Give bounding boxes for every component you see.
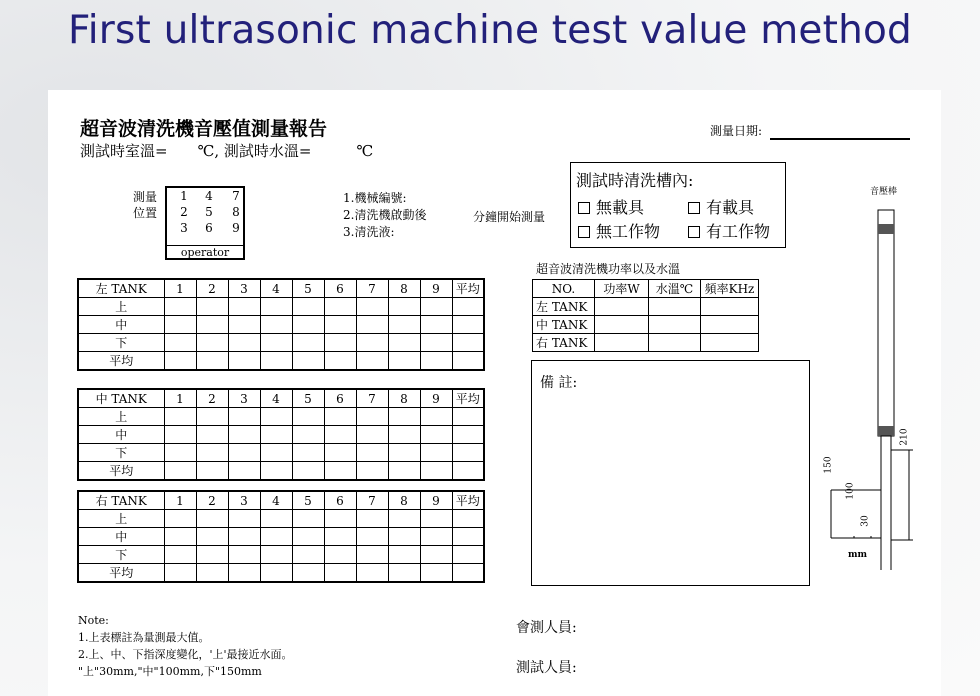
power-header: 水溫℃ (649, 280, 701, 298)
value-cell[interactable] (388, 408, 420, 426)
column-header: 6 (324, 491, 356, 510)
value-cell[interactable] (292, 334, 324, 352)
column-header: 7 (356, 279, 388, 298)
report-subtitle: 測試時室溫= ℃, 測試時水溫= ℃ (80, 142, 374, 160)
position-cell: 2 (180, 205, 188, 219)
value-cell[interactable] (388, 546, 420, 564)
table-row (78, 408, 484, 426)
column-header: 平均 (452, 389, 484, 408)
value-cell[interactable] (701, 316, 759, 334)
column-header: 9 (420, 491, 452, 510)
value-cell[interactable] (164, 408, 196, 426)
value-cell[interactable] (452, 462, 484, 481)
value-cell[interactable] (356, 528, 388, 546)
value-cell[interactable] (292, 564, 324, 583)
value-cell[interactable] (388, 510, 420, 528)
value-cell[interactable] (420, 546, 452, 564)
value-cell[interactable] (292, 528, 324, 546)
column-header: 平均 (452, 279, 484, 298)
value-cell[interactable] (420, 298, 452, 316)
instructions (343, 190, 426, 241)
table-row (78, 528, 484, 546)
option-with-carrier[interactable]: 有載具 (688, 195, 754, 218)
row-label: 平均 (78, 564, 164, 583)
option-no-workpiece[interactable]: 無工作物 (578, 219, 660, 242)
column-header: 9 (420, 389, 452, 408)
column-header: 5 (292, 389, 324, 408)
value-cell[interactable] (388, 444, 420, 462)
note-line-3: "上"30mm,"中"100mm,下"150mm (78, 665, 262, 678)
value-cell[interactable] (196, 546, 228, 564)
row-label: 上 (78, 510, 164, 528)
row-label: 平均 (78, 462, 164, 481)
value-cell[interactable] (196, 298, 228, 316)
value-cell[interactable] (196, 316, 228, 334)
dim-150: 150 (823, 456, 834, 474)
column-header: 2 (196, 491, 228, 510)
value-cell[interactable] (595, 334, 649, 352)
value-cell[interactable] (260, 564, 292, 583)
value-cell[interactable] (228, 564, 260, 583)
witness-label: 會測人員: (516, 620, 577, 636)
value-cell[interactable] (292, 444, 324, 462)
value-cell[interactable] (196, 408, 228, 426)
value-cell[interactable] (701, 334, 759, 352)
value-cell[interactable] (228, 298, 260, 316)
value-cell[interactable] (164, 298, 196, 316)
value-cell[interactable] (420, 316, 452, 334)
value-cell[interactable] (452, 546, 484, 564)
power-table-title: 超音波清洗機功率以及水溫 (536, 262, 681, 276)
value-cell[interactable] (452, 510, 484, 528)
value-cell[interactable] (324, 408, 356, 426)
column-header: 平均 (452, 491, 484, 510)
row-label: 平均 (78, 352, 164, 371)
note-title: Note: (78, 614, 109, 627)
value-cell[interactable] (356, 564, 388, 583)
value-cell[interactable] (260, 462, 292, 481)
dim-30: 30 (860, 515, 871, 527)
position-cell: 1 (180, 189, 188, 203)
value-cell[interactable] (388, 334, 420, 352)
table-row (78, 316, 484, 334)
value-cell[interactable] (452, 298, 484, 316)
table-row (78, 334, 484, 352)
value-cell[interactable] (324, 564, 356, 583)
option-with-workpiece[interactable]: 有工作物 (688, 219, 770, 242)
value-cell[interactable] (356, 334, 388, 352)
value-cell[interactable] (420, 528, 452, 546)
value-cell[interactable] (420, 462, 452, 481)
value-cell[interactable] (324, 510, 356, 528)
column-header: 6 (324, 279, 356, 298)
value-cell[interactable] (164, 546, 196, 564)
value-cell[interactable] (164, 444, 196, 462)
value-cell[interactable] (356, 316, 388, 334)
instruction-1: 1.機械編號: (343, 191, 407, 205)
column-header: 5 (292, 279, 324, 298)
power-header: 功率W (595, 280, 649, 298)
probe-band-top (878, 224, 894, 234)
table-row (78, 352, 484, 371)
value-cell[interactable] (388, 426, 420, 444)
row-label: 中 (78, 316, 164, 334)
position-cell: 4 (205, 189, 213, 203)
value-cell[interactable] (324, 316, 356, 334)
value-cell[interactable] (228, 316, 260, 334)
value-cell[interactable] (260, 444, 292, 462)
tank-name-cell: 右 TANK (78, 491, 164, 510)
checkbox-icon[interactable] (688, 202, 700, 214)
value-cell[interactable] (228, 408, 260, 426)
value-cell[interactable] (388, 462, 420, 481)
value-cell[interactable] (452, 352, 484, 371)
value-cell[interactable] (164, 564, 196, 583)
power-header: 頻率KHz (701, 280, 759, 298)
probe-band-bottom (878, 426, 894, 436)
position-cell: 8 (232, 205, 240, 219)
value-cell[interactable] (260, 510, 292, 528)
value-cell[interactable] (164, 426, 196, 444)
value-cell[interactable] (228, 352, 260, 371)
value-cell[interactable] (324, 528, 356, 546)
value-cell[interactable] (324, 352, 356, 371)
value-cell[interactable] (196, 444, 228, 462)
value-cell[interactable] (452, 408, 484, 426)
value-cell[interactable] (196, 352, 228, 371)
table-row (78, 462, 484, 481)
remarks-label: 備 註: (540, 375, 578, 391)
record-table-right (77, 490, 485, 583)
tank-name-cell: 中 TANK (78, 389, 164, 408)
power-header: NO. (533, 280, 595, 298)
value-cell[interactable] (420, 426, 452, 444)
column-header: 2 (196, 279, 228, 298)
notes (78, 612, 293, 680)
column-header: 6 (324, 389, 356, 408)
report-sheet (48, 90, 941, 696)
value-cell[interactable] (356, 352, 388, 371)
date-label: 測量日期: (710, 124, 763, 138)
value-cell[interactable] (649, 298, 701, 316)
position-cell: 6 (205, 221, 213, 235)
value-cell[interactable] (701, 298, 759, 316)
value-cell[interactable] (228, 334, 260, 352)
value-cell[interactable] (260, 352, 292, 371)
table-row (78, 298, 484, 316)
value-cell[interactable] (649, 316, 701, 334)
value-cell[interactable] (452, 528, 484, 546)
column-header: 1 (164, 389, 196, 408)
value-cell[interactable] (420, 334, 452, 352)
position-label: 測量 位置 (133, 190, 158, 220)
column-header: 8 (388, 279, 420, 298)
row-label: 下 (78, 444, 164, 462)
value-cell[interactable] (452, 444, 484, 462)
value-cell[interactable] (196, 564, 228, 583)
tester-label: 測試人員: (516, 660, 577, 676)
value-cell[interactable] (260, 528, 292, 546)
value-cell[interactable] (164, 462, 196, 481)
column-header: 1 (164, 279, 196, 298)
row-label: 左 TANK (533, 298, 595, 316)
value-cell[interactable] (356, 408, 388, 426)
start-measure-label: 分鐘開始測量 (473, 210, 546, 224)
value-cell[interactable] (324, 426, 356, 444)
column-header: 8 (388, 389, 420, 408)
column-header: 3 (228, 389, 260, 408)
checkbox-icon[interactable] (688, 226, 700, 238)
value-cell[interactable] (164, 352, 196, 371)
value-cell[interactable] (452, 334, 484, 352)
value-cell[interactable] (420, 444, 452, 462)
probe-diagram (816, 190, 926, 570)
table-row (533, 334, 759, 352)
table-row (533, 316, 759, 334)
value-cell[interactable] (260, 546, 292, 564)
checkbox-icon[interactable] (578, 202, 590, 214)
table-row (78, 564, 484, 583)
value-cell[interactable] (260, 298, 292, 316)
row-label: 下 (78, 546, 164, 564)
dim-210: 210 (899, 428, 910, 446)
value-cell[interactable] (228, 546, 260, 564)
value-cell[interactable] (260, 316, 292, 334)
power-table (532, 279, 759, 352)
column-header: 2 (196, 389, 228, 408)
column-header: 1 (164, 491, 196, 510)
position-cell: 3 (180, 221, 188, 235)
value-cell[interactable] (292, 408, 324, 426)
row-label: 右 TANK (533, 334, 595, 352)
value-cell[interactable] (228, 462, 260, 481)
value-cell[interactable] (292, 426, 324, 444)
value-cell[interactable] (595, 316, 649, 334)
probe-title: 音壓棒 (870, 187, 898, 197)
value-cell[interactable] (196, 462, 228, 481)
row-label: 中 TANK (533, 316, 595, 334)
value-cell[interactable] (228, 444, 260, 462)
value-cell[interactable] (388, 352, 420, 371)
column-header: 7 (356, 491, 388, 510)
note-line-1: 1.上表標註為量測最大值。 (78, 631, 210, 644)
column-header: 4 (260, 279, 292, 298)
value-cell[interactable] (356, 546, 388, 564)
column-header: 8 (388, 491, 420, 510)
record-table-middle (77, 388, 485, 481)
value-cell[interactable] (420, 408, 452, 426)
value-cell[interactable] (228, 426, 260, 444)
value-cell[interactable] (228, 510, 260, 528)
table-row (533, 298, 759, 316)
value-cell[interactable] (388, 528, 420, 546)
column-header: 7 (356, 389, 388, 408)
column-header: 9 (420, 279, 452, 298)
dim-100: 100 (845, 482, 856, 500)
value-cell[interactable] (164, 510, 196, 528)
tank-state-title: 測試時清洗槽內: (576, 171, 694, 190)
value-cell[interactable] (292, 316, 324, 334)
column-header: 3 (228, 491, 260, 510)
instruction-2: 2.清洗機啟動後 (343, 208, 427, 222)
value-cell[interactable] (196, 528, 228, 546)
checkbox-icon[interactable] (578, 226, 590, 238)
value-cell[interactable] (292, 462, 324, 481)
position-cell: 7 (232, 189, 240, 203)
value-cell[interactable] (164, 316, 196, 334)
value-cell[interactable] (292, 298, 324, 316)
value-cell[interactable] (388, 564, 420, 583)
note-line-2: 2.上、中、下指深度變化，'上'最接近水面。 (78, 648, 293, 661)
value-cell[interactable] (324, 444, 356, 462)
value-cell[interactable] (228, 528, 260, 546)
report-title: 超音波清洗機音壓值測量報告 (80, 118, 328, 140)
table-row (78, 546, 484, 564)
value-cell[interactable] (260, 408, 292, 426)
row-label: 下 (78, 334, 164, 352)
value-cell[interactable] (595, 298, 649, 316)
column-header: 5 (292, 491, 324, 510)
value-cell[interactable] (196, 510, 228, 528)
row-label: 中 (78, 528, 164, 546)
column-header: 3 (228, 279, 260, 298)
value-cell[interactable] (292, 510, 324, 528)
value-cell[interactable] (420, 352, 452, 371)
column-header: 4 (260, 491, 292, 510)
value-cell[interactable] (452, 564, 484, 583)
position-cell: 9 (232, 221, 240, 235)
value-cell[interactable] (356, 510, 388, 528)
row-label: 中 (78, 426, 164, 444)
value-cell[interactable] (420, 510, 452, 528)
value-cell[interactable] (452, 426, 484, 444)
value-cell[interactable] (324, 334, 356, 352)
value-cell[interactable] (356, 462, 388, 481)
tank-name-cell: 左 TANK (78, 279, 164, 298)
value-cell[interactable] (164, 334, 196, 352)
value-cell[interactable] (324, 462, 356, 481)
value-cell[interactable] (420, 564, 452, 583)
value-cell[interactable] (292, 352, 324, 371)
value-cell[interactable] (356, 444, 388, 462)
value-cell[interactable] (356, 426, 388, 444)
value-cell[interactable] (260, 426, 292, 444)
value-cell[interactable] (388, 316, 420, 334)
value-cell[interactable] (356, 298, 388, 316)
value-cell[interactable] (260, 334, 292, 352)
probe-rod (881, 436, 891, 570)
value-cell[interactable] (196, 334, 228, 352)
value-cell[interactable] (452, 316, 484, 334)
operator-label: operator (165, 245, 245, 260)
table-row (78, 444, 484, 462)
option-no-carrier[interactable]: 無載具 (578, 195, 644, 218)
instruction-3: 3.清洗液: (343, 225, 395, 239)
value-cell[interactable] (388, 298, 420, 316)
value-cell[interactable] (649, 334, 701, 352)
unit-label: mm (848, 550, 868, 560)
value-cell[interactable] (292, 546, 324, 564)
value-cell[interactable] (164, 528, 196, 546)
record-table-left (77, 278, 485, 371)
row-label: 上 (78, 408, 164, 426)
value-cell[interactable] (196, 426, 228, 444)
table-row (78, 426, 484, 444)
remarks-box (531, 360, 810, 586)
value-cell[interactable] (324, 298, 356, 316)
value-cell[interactable] (324, 546, 356, 564)
position-cell: 5 (205, 205, 213, 219)
row-label: 上 (78, 298, 164, 316)
date-line (770, 138, 910, 140)
table-row (78, 510, 484, 528)
slide-title: First ultrasonic machine test value method (67, 8, 913, 53)
column-header: 4 (260, 389, 292, 408)
